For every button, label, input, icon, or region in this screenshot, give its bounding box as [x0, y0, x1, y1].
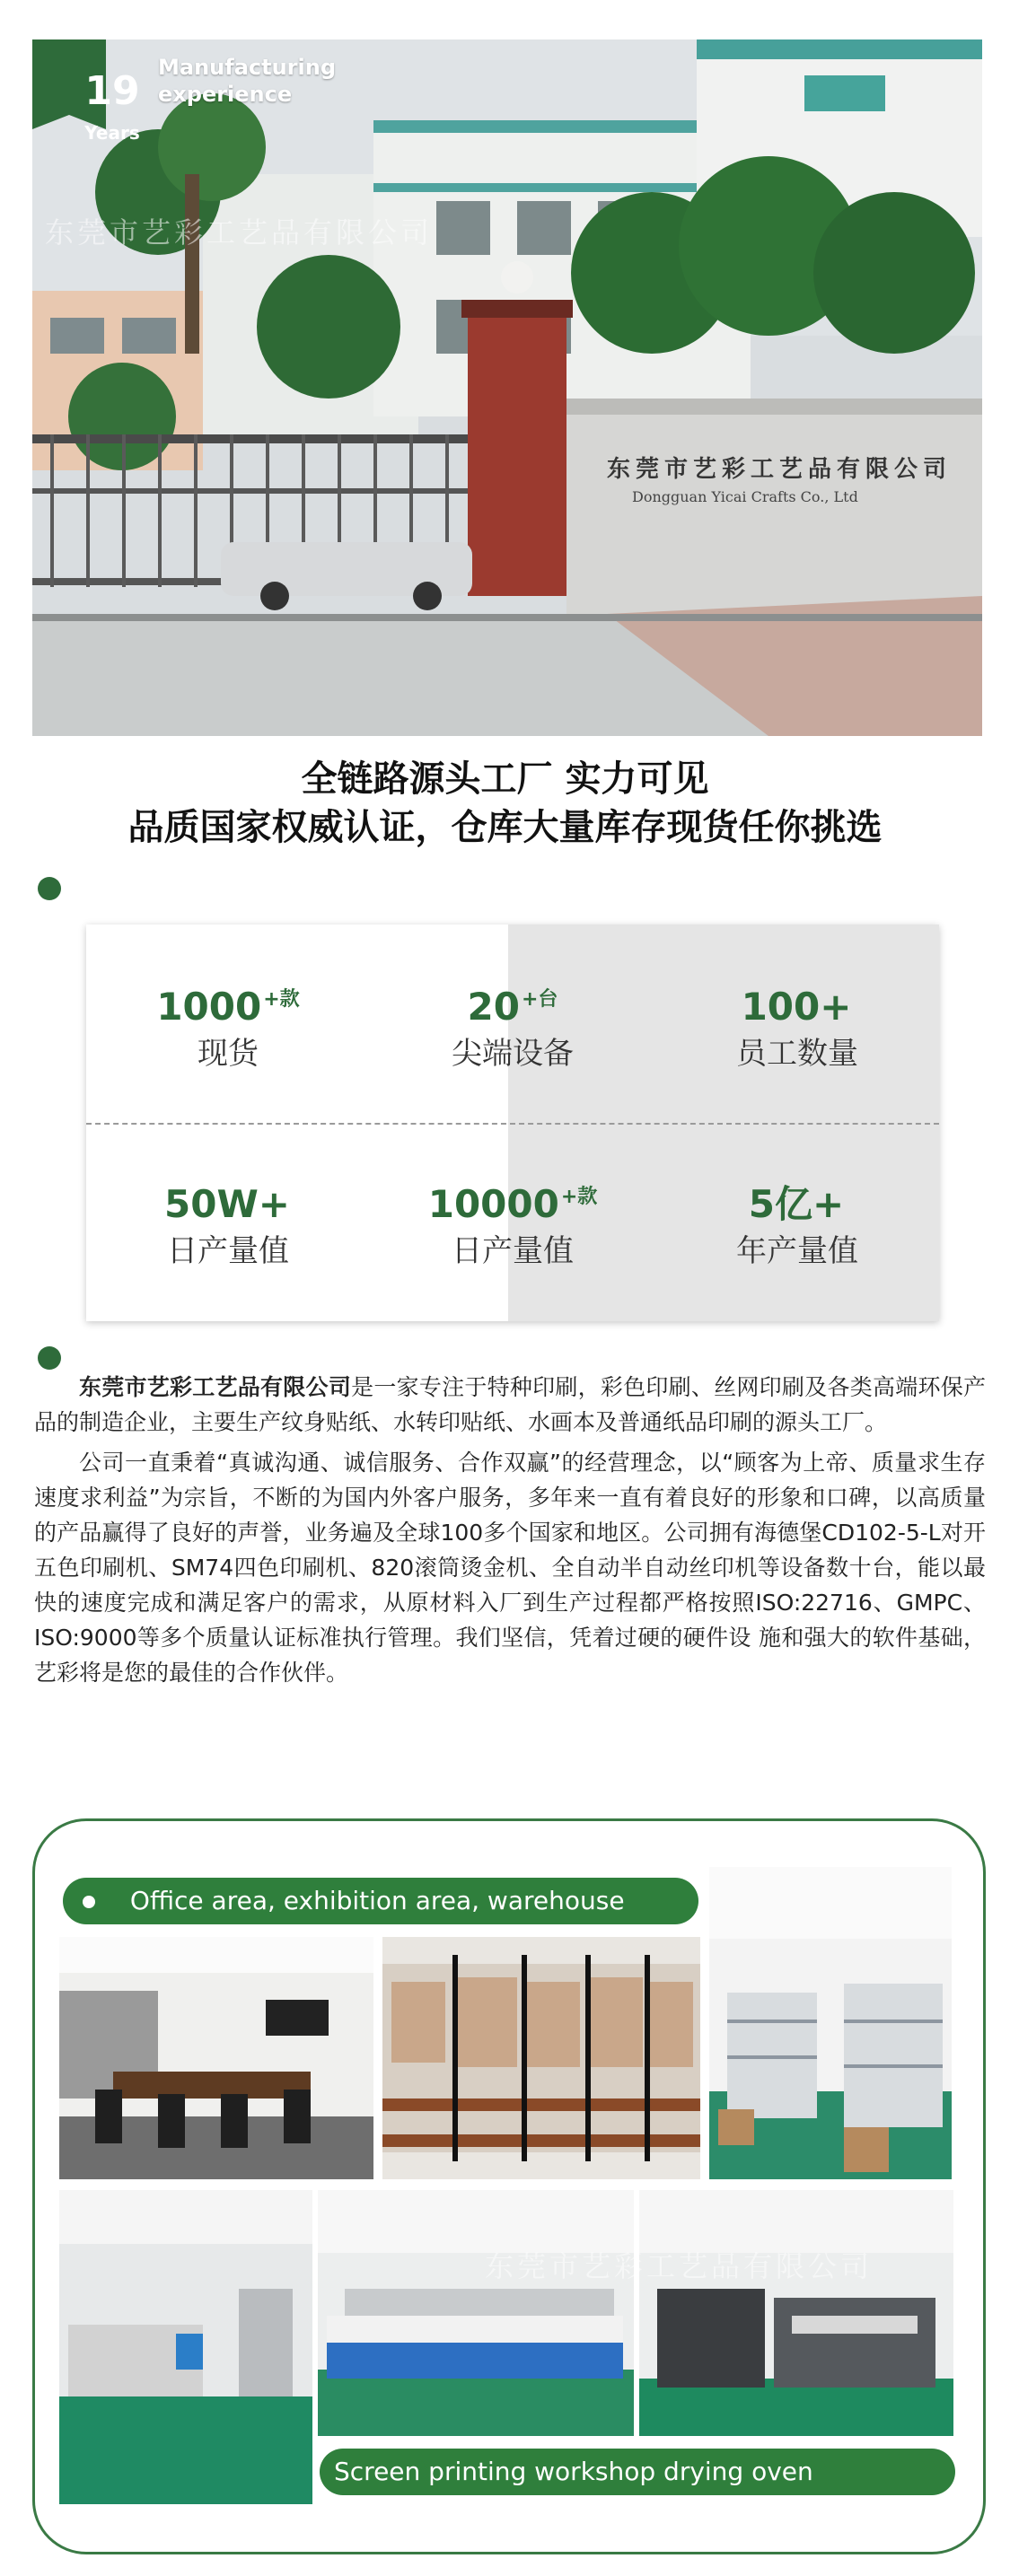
company-name: 东莞市艺彩工艺品有限公司 [79, 1374, 352, 1400]
stat-label: 现货 [198, 1036, 259, 1072]
years-unit: Years [84, 122, 140, 144]
photo-drying-oven [318, 2190, 634, 2436]
stat-value: 20 [467, 985, 520, 1029]
years-badge [75, 66, 149, 156]
wall-sign-chinese: 东莞市艺彩工艺品有限公司 [607, 456, 953, 483]
stat-suffix: +台 [522, 988, 558, 1011]
gallery-bottom-label-text: Screen printing workshop drying oven Heidelberg [334, 2457, 813, 2533]
factory-hero-photo [32, 39, 982, 736]
photo-exhibition [382, 1937, 700, 2179]
stat-value: 10000 [427, 1182, 559, 1226]
stat-stock [86, 975, 370, 1073]
photo-heidelberg-press [639, 2190, 953, 2436]
section-dot [38, 1346, 61, 1370]
stats-divider [86, 1123, 939, 1125]
intro-paragraph-1 [34, 1370, 986, 1440]
stat-daily-output [86, 1172, 370, 1270]
stat-suffix: +款 [560, 1186, 598, 1208]
stat-label: 日产量值 [167, 1233, 289, 1269]
photo-warehouse [709, 1867, 952, 2179]
stat-daily-models [371, 1172, 654, 1270]
company-watermark: 东莞市艺彩工艺品有限公司 [45, 215, 434, 250]
wall-sign-english: Dongguan Yicai Crafts Co., Ltd [632, 488, 858, 505]
section-dot [38, 877, 61, 900]
gallery-top-label-text: Office area, exhibition area, warehouse [129, 1886, 625, 1915]
gallery-watermark: 东莞市艺彩工艺品有限公司 [485, 2249, 874, 2283]
stat-label: 年产量值 [736, 1233, 858, 1269]
stat-employees [655, 975, 939, 1073]
stat-label: 日产量值 [452, 1233, 574, 1269]
bullet-dot [83, 1896, 95, 1908]
experience-label: Manufacturing experience [158, 55, 336, 107]
stat-suffix: +款 [263, 988, 300, 1011]
photo-screen-printing [59, 2190, 312, 2504]
stat-label: 尖端设备 [452, 1036, 574, 1072]
factory-building-illustration [32, 39, 982, 736]
bullet-dot [488, 2513, 501, 2526]
headline-line-2: 品质国家权威认证，仓库大量库存现货任你挑选 [127, 807, 883, 848]
company-intro [34, 1370, 986, 1695]
stat-value: 50W+ [164, 1182, 290, 1226]
gallery-top-label [63, 1878, 698, 1924]
years-number: 19 [84, 68, 140, 114]
headline-line-1: 全链路源头工厂 实力可见 [301, 758, 709, 800]
gallery-bottom-label [320, 2449, 955, 2533]
intro-paragraph-2: 公司一直秉着“真诚沟通、诚信服务、合作双赢”的经营理念，以“顾客为上帝、质量求生存速度求利益”为宗旨，不断的为国内外客户服务，多年来一直有着良好的形象和口碑，以高质量的产品赢得了良好的声誉，业务遍及全球100多个国家和地区。公司拥有海德堡CD102-5-L对开五色印刷机、SM74四色印刷机、820滚筒烫金机、全自动半自动丝印机等设备数十台，能以最快的速度完成和满足客户的需求，从原材料入厂到生产过程都严格按照ISO:22716、GMPC、ISO:9000等多个质量认证标准执行管理。我们坚信，凭着过硬的硬件设 施和强大的软件基础，艺彩将是您的最佳的合作伙伴。 [34, 1450, 986, 1686]
stat-value: 5亿+ [748, 1182, 845, 1226]
intro-paragraph-1-text: 是一家专注于特种印刷，彩色印刷、丝网印刷及各类高端环保产品的制造企业，主要生产纹身贴纸、水转印贴纸、水画本及普通纸品印刷的源头工厂。 [34, 1374, 986, 1435]
stat-value: 1000 [156, 985, 262, 1029]
stat-value: 100+ [741, 985, 852, 1029]
stat-annual-output [655, 1172, 939, 1270]
stat-label: 员工数量 [736, 1036, 858, 1072]
photo-office [59, 1937, 373, 2179]
stat-equipment [371, 975, 654, 1073]
stats-card [86, 924, 939, 1321]
